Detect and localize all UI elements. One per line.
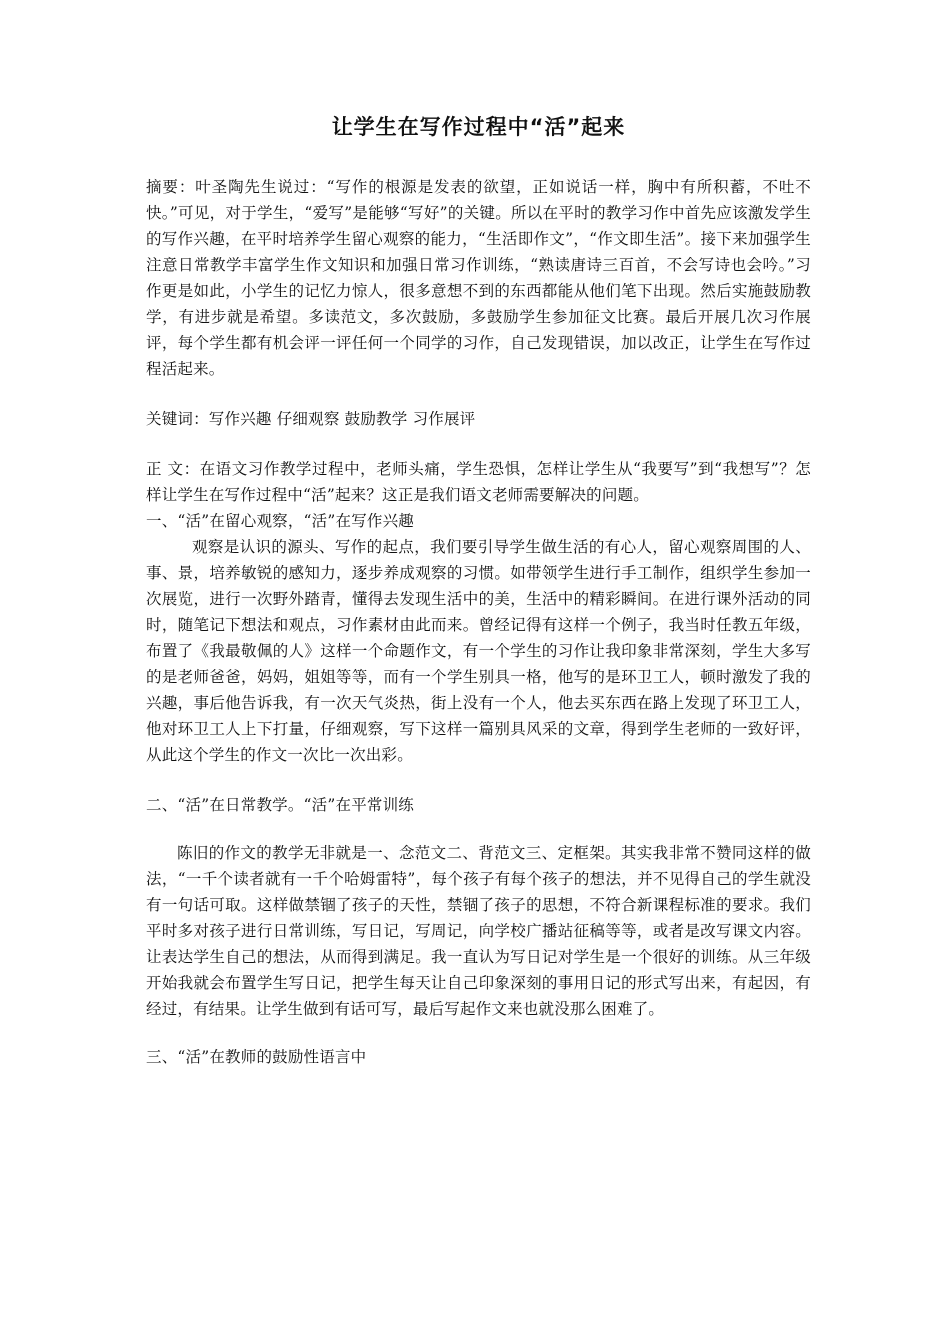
abstract-paragraph: 摘要：叶圣陶先生说过：“写作的根源是发表的欲望，正如说话一样，胸中有所积蓄，不吐不快。”可见，对于学生，“爱写”是能够“写好”的关键。所以在平时的教学习作中首先应该激发学生的写作兴趣，在平时培养学生留心观察的能力，“生活即作文”，“作文即生活”。接下来加强学生注意日常教学丰富学生作文知识和加强日常习作训练，“熟读唐诗三百首，不会写诗也会吟。”习作更是如此，小学生的记忆力惊人，很多意想不到的东西都能从他们笔下出现。然后实施鼓励教学，有进步就是希望。多读范文，多次鼓励，多鼓励学生参加征文比赛。最后开展几次习作展评，每个学生都有机会评一评任何一个同学的习作，自己发现错误，加以改正，让学生在写作过程活起来。 [146, 178, 811, 378]
spacer [146, 768, 811, 792]
section-1-body: 观察是认识的源头、写作的起点，我们要引导学生做生活的有心人，留心观察周围的人、事、景，培养敏锐的感知力，逐步养成观察的习惯。如带领学生进行手工制作，组织学生参加一次展览，进行一次野外踏青，懂得去发现生活中的美，生活中的精彩瞬间。在进行课外活动的同时，随笔记下想法和观点，习作素材由此而来。曾经记得有这样一个例子，我当时任教五年级，布置了《我最敬佩的人》这样一个命题作文，有一个学生的习作让我印象非常深刻，学生大多写的是老师爸爸，妈妈，姐姐等等，而有一个学生别具一格，他写的是环卫工人，顿时激发了我的兴趣，事后他告诉我，有一次天气炎热，街上没有一个人，他去买东西在路上发现了环卫工人，他对环卫工人上下打量，仔细观察，写下这样一篇别具风采的文章，得到学生老师的一致好评，从此这个学生的作文一次比一次出彩。 [146, 538, 811, 764]
document-page [146, 112, 811, 1070]
section-2-heading: 二、“活”在日常教学。“活”在平常训练 [146, 796, 414, 814]
spacer [146, 1022, 811, 1044]
section-3-heading: 三、“活”在教师的鼓励性语言中 [146, 1048, 367, 1066]
section-1-heading: 一、“活”在留心观察，“活”在写作兴趣 [146, 512, 414, 530]
spacer [146, 382, 811, 406]
keywords-line: 关键词：写作兴趣 仔细观察 鼓励教学 习作展评 [146, 410, 476, 428]
section-2-body: 陈旧的作文的教学无非就是一、念范文二、背范文三、定框架。其实我非常不赞同这样的做法，“一千个读者就有一千个哈姆雷特”，每个孩子有每个孩子的想法，并不见得自己的学生就没有一句话可取。这样做禁锢了孩子的天性，禁锢了孩子的思想，不符合新课程标准的要求。我们平时多对孩子进行日常训练，写日记，写周记，向学校广播站征稿等等，或者是改写课文内容。让表达学生自己的想法，从而得到满足。我一直认为写日记对学生是一个很好的训练。从三年级开始我就会布置学生写日记，把学生每天让自己印象深刻的事用日记的形式写出来，有起因，有经过，有结果。让学生做到有话可写，最后写起作文来也就没那么困难了。 [146, 844, 811, 1018]
intro-paragraph: 正 文：在语文习作教学过程中，老师头痛，学生恐惧，怎样让学生从“我要写”到“我想写”？怎样让学生在写作过程中“活”起来？这正是我们语文老师需要解决的问题。 [146, 460, 811, 504]
spacer [146, 818, 811, 840]
spacer [146, 432, 811, 456]
document-title: 让学生在写作过程中“活”起来 [331, 115, 626, 139]
